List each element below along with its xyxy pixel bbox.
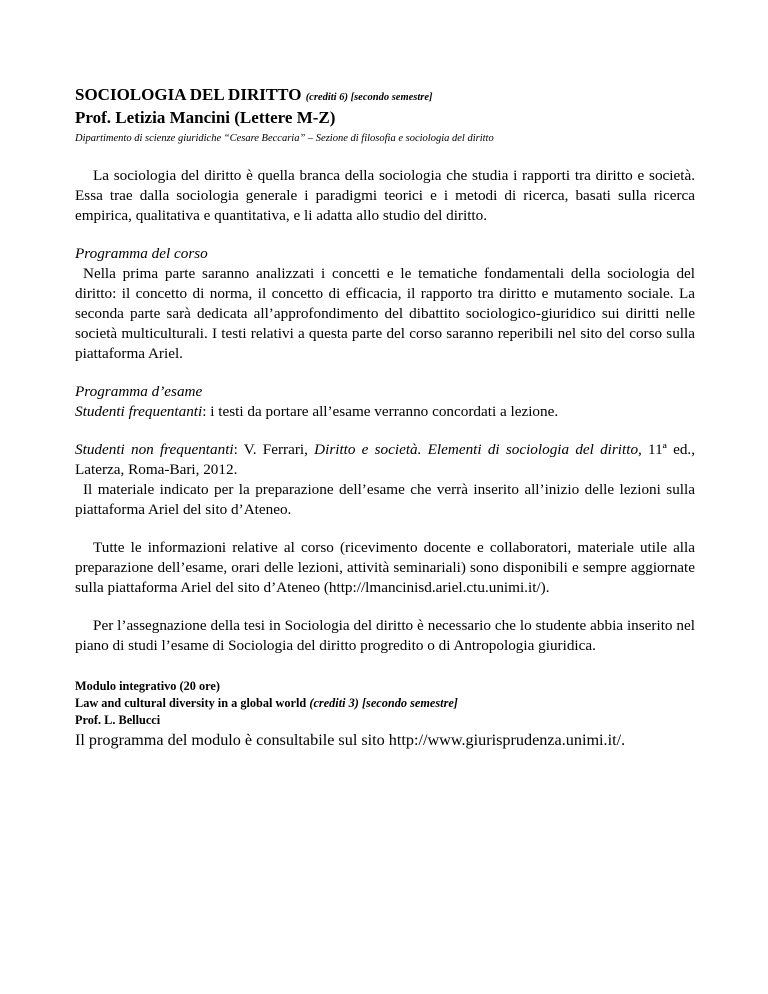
- programma-corso-heading: Programma del corso: [75, 245, 208, 262]
- modulo-course-name: Law and cultural diversity in a global world: [75, 696, 307, 710]
- frequentanti-label: Studenti frequentanti: [75, 403, 203, 420]
- materiale-paragraph: Il materiale indicato per la preparazione dell’esame che verrà inserito all’inizio delle lezioni sulla piattaforma Ariel del sito d’Ateneo.: [75, 481, 695, 518]
- intro-paragraph: La sociologia del diritto è quella branca della sociologia che studia i rapporti tra diritto e società. Essa trae dalla sociologia generale i paradigmi teorici e i metodi di ricerca, basati sulla ricerca empirica, qualitativa e quantitativa, e li adatta allo studio del diritto.: [75, 167, 695, 224]
- modulo-professor: Prof. L. Bellucci: [75, 713, 161, 727]
- frequentanti-paragraph: [75, 402, 695, 422]
- tesi-paragraph: Per l’assegnazione della tesi in Sociologia del diritto è necessario che lo studente abbia inserito nel piano di studi l’esame di Sociologia del diritto progredito o di Antropologia giuridica.: [75, 617, 695, 654]
- non-frequentanti-paragraph: [75, 440, 695, 480]
- frequentanti-text: : i testi da portare all’esame verranno concordati a lezione.: [202, 403, 559, 420]
- programma-corso-paragraph: Nella prima parte saranno analizzati i concetti e le tematiche fondamentali della sociologia del diritto: il concetto di norma, il concetto di efficacia, il rapporto tra diritto e mutamento sociale. La seconda parte sarà dedicata all’approfondimento del dibattito sociologico-giuridico sui diritti nelle società multiculturali. I testi relativi a questa parte del corso saranno reperibili nel sito del corso sulla piattaforma Ariel.: [75, 265, 695, 362]
- course-title: [75, 85, 695, 108]
- non-frequentanti-label: Studenti non frequentanti: [75, 441, 234, 458]
- course-title-text: SOCIOLOGIA DEL DIRITTO: [75, 85, 302, 104]
- modulo-title: Modulo integrativo (20 ore): [75, 679, 220, 693]
- document-page: [75, 85, 695, 751]
- modulo-programma: Il programma del modulo è consultabile sul sito http://www.giurisprudenza.unimi.it/.: [75, 731, 626, 749]
- non-frequentanti-prefix: : V. Ferrari,: [233, 441, 315, 458]
- course-title-note: (crediti 6) [secondo semestre]: [305, 92, 433, 103]
- course-professor: Prof. Letizia Mancini (Lettere M-Z): [75, 108, 336, 127]
- book-title: Diritto e società. Elementi di sociologia del diritto,: [314, 441, 642, 458]
- programma-esame-heading: Programma d’esame: [75, 383, 203, 400]
- modulo-course-line: [75, 695, 695, 712]
- modulo-course-note: (crediti 3) [secondo semestre]: [309, 696, 458, 710]
- informazioni-paragraph: Tutte le informazioni relative al corso (ricevimento docente e collaboratori, materiale utile alla preparazione dell’esame, orari delle lezioni, attività seminariali) sono disponibili e sempre aggiornate sulla piattaforma Ariel del sito d’Ateneo (http://lmancinisd.ariel.ctu.unimi.it/).: [75, 539, 695, 596]
- department-line: Dipartimento di scienze giuridiche “Cesare Beccaria” – Sezione di filosofia e sociologia del diritto: [75, 133, 494, 144]
- book-details: 11ª ed., Laterza, Roma-Bari, 2012.: [75, 441, 696, 478]
